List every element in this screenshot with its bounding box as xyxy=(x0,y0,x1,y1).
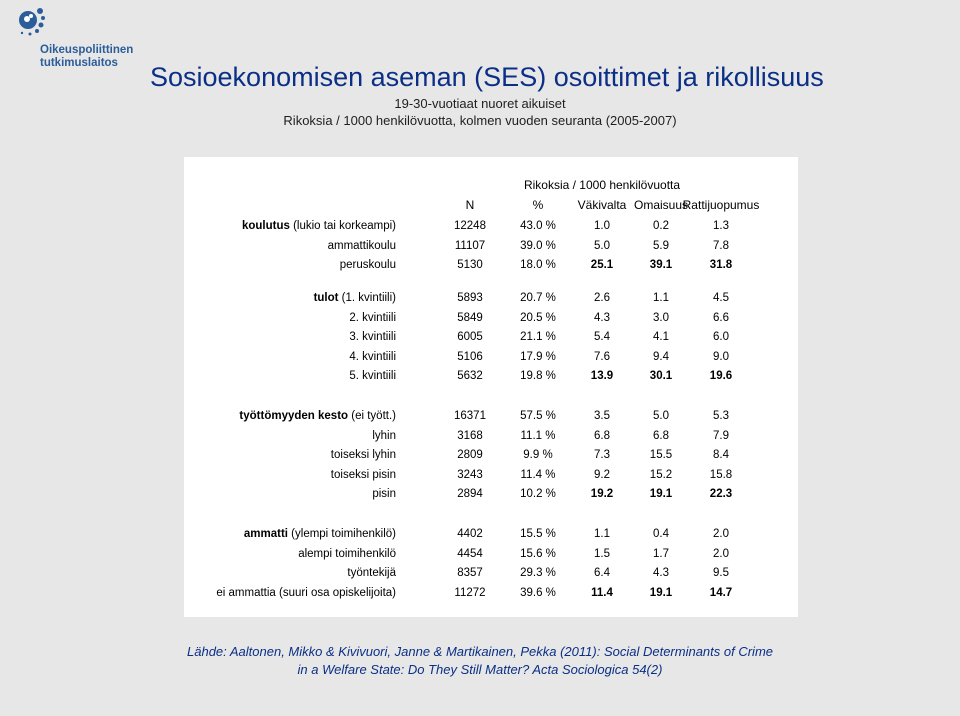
table-cell: 4454 xyxy=(457,547,483,560)
subtitle-age: 19-30-vuotiaat nuoret aikuiset xyxy=(394,96,566,111)
row-label xyxy=(184,566,396,580)
table-cell: 9.5 xyxy=(713,567,729,579)
row-label-text: (lukio tai korkeampi) xyxy=(289,220,396,232)
table-cell: 43.0 % xyxy=(520,220,556,232)
table-cell: 2.6 xyxy=(594,292,610,304)
row-label xyxy=(184,219,396,233)
table-cell: 6.6 xyxy=(713,311,729,324)
table-cell: 15.5 % xyxy=(520,528,556,540)
table-cell: 19.8 % xyxy=(520,370,556,382)
table-cell: 57.5 % xyxy=(520,410,556,422)
table-cell: 18.0 % xyxy=(520,259,556,271)
table-cell: 7.3 xyxy=(594,449,610,461)
table-cell: 7.9 xyxy=(713,429,729,442)
table-cell: 2809 xyxy=(457,449,483,461)
table-cell: 5.4 xyxy=(594,331,610,343)
column-header: % xyxy=(532,198,544,212)
table-cell: 2894 xyxy=(457,488,483,500)
table-cell: 39.1 xyxy=(649,259,673,271)
logo-line-1: Oikeuspoliittinen xyxy=(40,44,134,56)
table-cell: 11.1 % xyxy=(520,429,556,442)
table-cell: 9.0 xyxy=(713,350,729,363)
row-label-text: pisin xyxy=(372,488,396,500)
row-label-text: alempi toimihenkilö xyxy=(298,547,396,560)
table-cell: 10.2 % xyxy=(520,488,556,500)
table-cell: 7.8 xyxy=(713,239,729,252)
table-cell: 3243 xyxy=(457,468,483,481)
table-cell: 6.0 xyxy=(713,331,729,343)
table-cell: 2.0 xyxy=(713,528,729,540)
row-label xyxy=(184,547,396,561)
table-cell: 29.3 % xyxy=(520,567,556,579)
table-cell: 15.5 xyxy=(649,449,673,461)
table-cell: 14.7 xyxy=(709,586,733,599)
table-cell: 20.5 % xyxy=(520,311,556,324)
table-cell: 31.8 xyxy=(709,259,733,271)
table-cell: 19.2 xyxy=(590,488,614,500)
table-cell: 5.0 xyxy=(653,410,669,422)
row-label xyxy=(184,468,396,482)
data-table xyxy=(184,157,798,617)
table-cell: 4.3 xyxy=(653,567,669,579)
table-cell: 1.1 xyxy=(653,292,669,304)
row-label-text: ammattikoulu xyxy=(327,239,396,252)
row-label xyxy=(184,527,396,541)
table-cell: 5632 xyxy=(457,370,483,382)
row-label-text: toiseksi lyhin xyxy=(330,449,396,461)
table-cell: 11.4 % xyxy=(520,468,556,481)
table-cell: 6.4 xyxy=(594,567,610,579)
row-label xyxy=(184,330,396,344)
column-group-header: Rikoksia / 1000 henkilövuotta xyxy=(523,178,681,192)
table-cell: 39.0 % xyxy=(520,239,556,252)
row-label xyxy=(184,487,396,501)
row-label xyxy=(184,258,396,272)
row-label-text: 4. kvintiili xyxy=(349,350,396,363)
logo-dots-icon xyxy=(16,6,50,40)
logo-text xyxy=(40,44,133,70)
row-label-category: tulot xyxy=(313,292,339,304)
table-cell: 15.8 xyxy=(709,468,733,481)
table-cell: 21.1 % xyxy=(520,331,556,343)
row-label xyxy=(184,350,396,364)
table-cell: 0.4 xyxy=(653,528,669,540)
row-label xyxy=(184,239,396,253)
table-cell: 8.4 xyxy=(713,449,729,461)
row-label-text: ei ammattia (suuri osa opiskelijoita) xyxy=(216,586,396,599)
table-cell: 6005 xyxy=(457,331,483,343)
table-cell: 19.1 xyxy=(649,488,673,500)
column-header: Rattijuopumus xyxy=(682,198,760,212)
table-cell: 15.6 % xyxy=(520,547,556,560)
table-cell: 5849 xyxy=(457,311,483,324)
row-label-category: työttömyyden kesto xyxy=(239,410,349,422)
source-line-2: in a Welfare State: Do They Still Matter? Acta Sociologica 54(2) xyxy=(297,662,663,677)
row-label-text: peruskoulu xyxy=(339,259,396,271)
row-label-text: (ei tyött.) xyxy=(348,410,396,422)
table-cell: 1.5 xyxy=(594,547,610,560)
column-header: N xyxy=(465,198,475,212)
row-label-text: (ylempi toimihenkilö) xyxy=(287,528,396,540)
table-cell: 5130 xyxy=(457,259,483,271)
table-cell: 8357 xyxy=(457,567,483,579)
row-label-text: lyhin xyxy=(372,429,396,442)
table-cell: 19.6 xyxy=(709,370,733,382)
table-cell: 4402 xyxy=(457,528,483,540)
table-cell: 3168 xyxy=(457,429,483,442)
table-cell: 30.1 xyxy=(649,370,673,382)
row-label xyxy=(184,291,396,305)
table-cell: 15.2 xyxy=(649,468,673,481)
row-label-category: koulutus xyxy=(241,220,290,232)
table-cell: 16371 xyxy=(454,410,486,422)
table-cell: 5106 xyxy=(457,350,483,363)
subtitle-measure: Rikoksia / 1000 henkilövuotta, kolmen vuoden seuranta (2005-2007) xyxy=(283,113,677,128)
row-label-text: toiseksi pisin xyxy=(330,468,396,481)
row-label-text: 5. kvintiili xyxy=(349,370,396,382)
table-cell: 7.6 xyxy=(594,350,610,363)
table-cell: 2.0 xyxy=(713,547,729,560)
table-cell: 0.2 xyxy=(653,220,669,232)
row-label-text: (1. kvintiili) xyxy=(338,292,396,304)
table-cell: 39.6 % xyxy=(520,586,556,599)
table-cell: 12248 xyxy=(454,220,486,232)
page-title: Sosioekonomisen aseman (SES) osoittimet ja rikollisuus xyxy=(150,62,824,92)
table-cell: 4.5 xyxy=(713,292,729,304)
row-label xyxy=(184,448,396,462)
table-cell: 9.9 % xyxy=(523,449,553,461)
table-cell: 6.8 xyxy=(653,429,669,442)
row-label xyxy=(184,586,396,600)
table-cell: 11107 xyxy=(454,239,486,252)
table-cell: 9.4 xyxy=(653,350,669,363)
table-cell: 6.8 xyxy=(594,429,610,442)
table-cell: 9.2 xyxy=(594,468,610,481)
table-cell: 3.5 xyxy=(594,410,610,422)
table-cell: 25.1 xyxy=(590,259,614,271)
row-label-text: 3. kvintiili xyxy=(349,331,396,343)
row-label-text: 2. kvintiili xyxy=(349,311,396,324)
table-cell: 3.0 xyxy=(653,311,669,324)
table-cell: 4.3 xyxy=(594,311,610,324)
table-cell: 5.0 xyxy=(594,239,610,252)
table-cell: 20.7 % xyxy=(520,292,556,304)
row-label-category: ammatti xyxy=(243,528,288,540)
column-header: Väkivalta xyxy=(577,198,627,212)
table-cell: 5.9 xyxy=(653,239,669,252)
table-cell: 5.3 xyxy=(713,410,729,422)
table-cell: 1.1 xyxy=(594,528,610,540)
row-label xyxy=(184,311,396,325)
table-cell: 11272 xyxy=(454,586,486,599)
table-cell: 4.1 xyxy=(653,331,669,343)
source-line-1: Lähde: Aaltonen, Mikko & Kivivuori, Janne & Martikainen, Pekka (2011): Social Determinants of Crime xyxy=(187,644,773,659)
logo-line-2: tutkimuslaitos xyxy=(40,57,118,69)
table-cell: 17.9 % xyxy=(520,350,556,363)
table-cell: 13.9 xyxy=(590,370,614,382)
table-cell: 11.4 xyxy=(591,586,613,599)
table-cell: 22.3 xyxy=(709,488,733,500)
column-header: Omaisuus xyxy=(633,198,689,212)
table-cell: 5893 xyxy=(457,292,483,304)
row-label xyxy=(184,429,396,443)
table-cell: 1.3 xyxy=(713,220,729,232)
table-cell: 1.0 xyxy=(594,220,610,232)
table-cell: 1.7 xyxy=(653,547,669,560)
table-cell: 19.1 xyxy=(649,586,673,599)
row-label xyxy=(184,409,396,423)
row-label-text: työntekijä xyxy=(347,567,396,579)
row-label xyxy=(184,369,396,383)
